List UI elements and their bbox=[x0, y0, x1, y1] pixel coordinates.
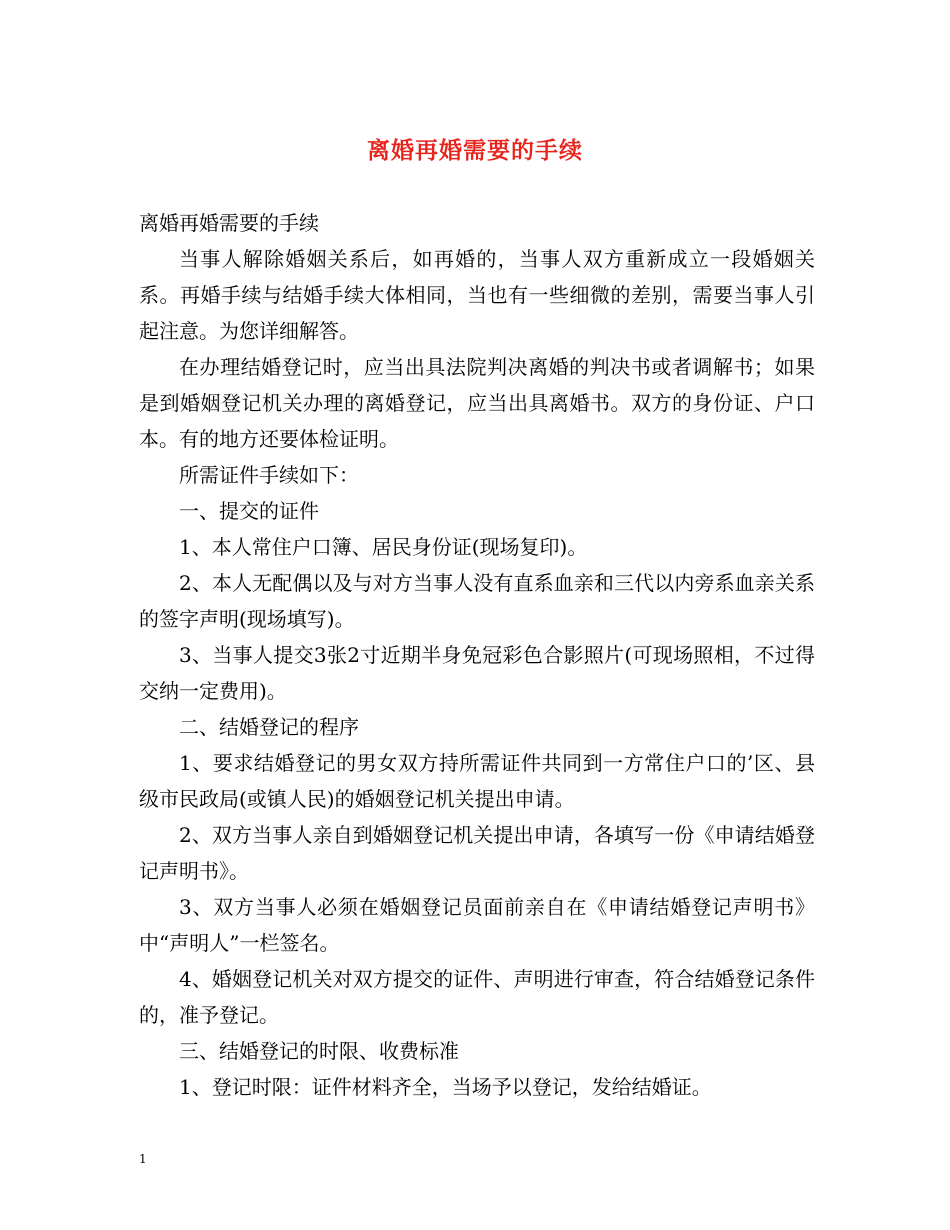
paragraph: 所需证件手续如下： bbox=[179, 463, 359, 487]
list-item: 1、登记时限：证件材料齐全，当场予以登记，发给结婚证。 bbox=[179, 1075, 712, 1099]
paragraph-heading: 离婚再婚需要的手续 bbox=[139, 211, 319, 235]
list-item: 2、本人无配偶以及与对方当事人没有直系血亲和三代以内旁系血亲关系的签字声明(现场填写)。 bbox=[139, 571, 815, 631]
list-item: 1、要求结婚登记的男女双方持所需证件共同到一方常住户口的’区、县级市民政局(或镇人民)的婚姻登记机关提出申请。 bbox=[139, 751, 815, 811]
list-item: 3、双方当事人必须在婚姻登记员面前亲自在《申请结婚登记声明书》中“声明人”一栏签名。 bbox=[139, 895, 815, 955]
page-number: 1 bbox=[139, 1152, 147, 1166]
paragraph: 当事人解除婚姻关系后，如再婚的，当事人双方重新成立一段婚姻关系。再婚手续与结婚手续大体相同，当也有一些细微的差别，需要当事人引起注意。为您详细解答。 bbox=[139, 247, 815, 343]
document-title: 离婚再婚需要的手续 bbox=[367, 137, 583, 164]
list-item: 1、本人常住户口簿、居民身份证(现场复印)。 bbox=[179, 535, 588, 559]
list-item: 3、当事人提交3张2寸近期半身免冠彩色合影照片(可现场照相，不过得交纳一定费用)。 bbox=[139, 643, 815, 703]
section-heading: 一、提交的证件 bbox=[179, 499, 319, 523]
section-heading: 二、结婚登记的程序 bbox=[179, 715, 359, 739]
list-item: 4、婚姻登记机关对双方提交的证件、声明进行审查，符合结婚登记条件的，准予登记。 bbox=[139, 967, 815, 1027]
document-body bbox=[139, 205, 815, 1105]
paragraph: 在办理结婚登记时，应当出具法院判决离婚的判决书或者调解书；如果是到婚姻登记机关办理的离婚登记，应当出具离婚书。双方的身份证、户口本。有的地方还要体检证明。 bbox=[139, 355, 815, 451]
list-item: 2、双方当事人亲自到婚姻登记机关提出申请，各填写一份《申请结婚登记声明书》。 bbox=[139, 823, 815, 883]
section-heading: 三、结婚登记的时限、收费标准 bbox=[179, 1039, 459, 1063]
